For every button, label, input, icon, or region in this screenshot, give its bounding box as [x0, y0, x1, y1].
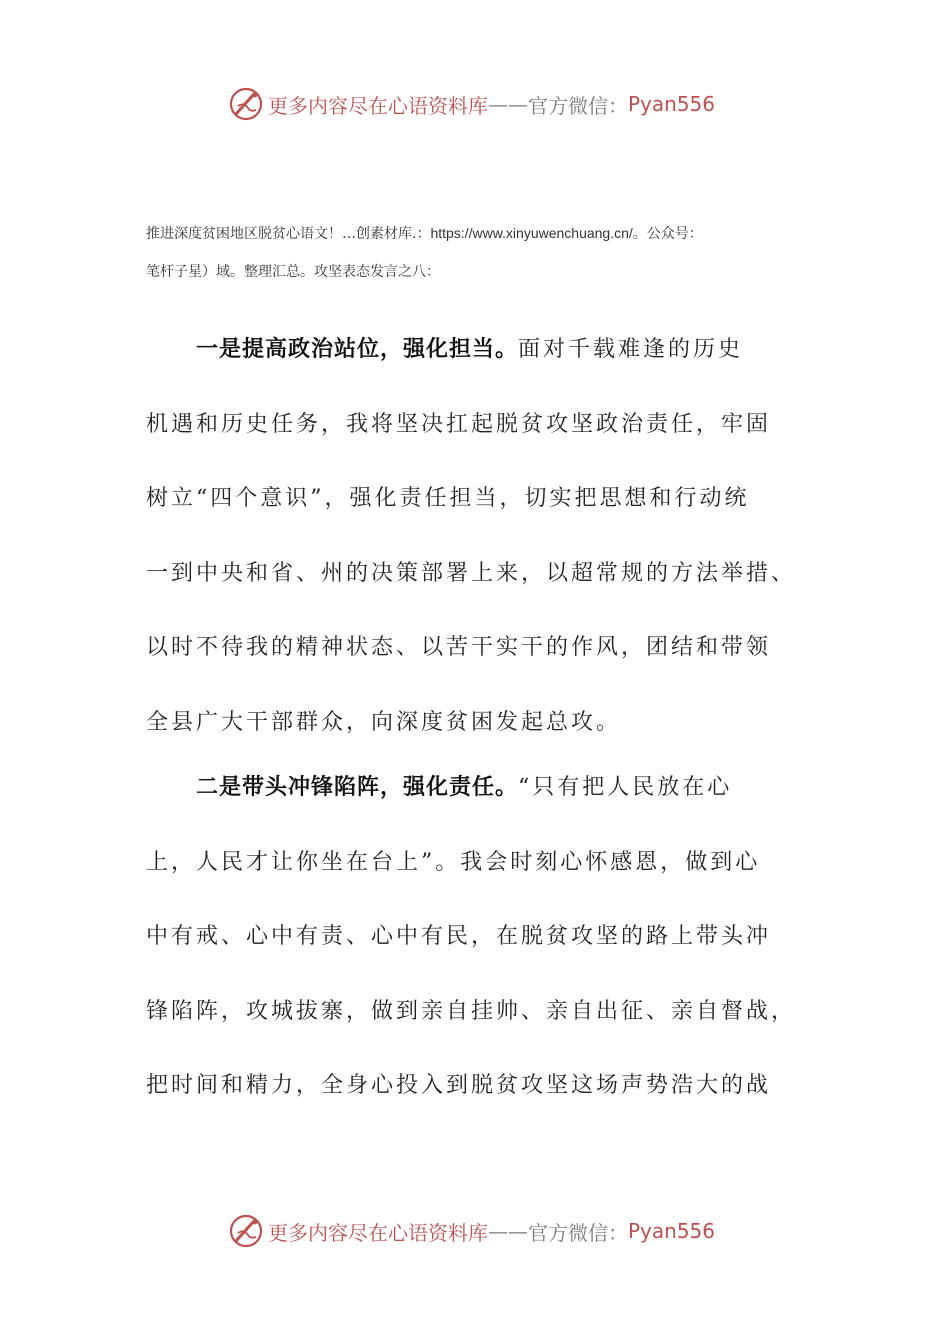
intro-suffix: 。公众号： — [632, 226, 703, 242]
intro-line-2: 笔杆子星）域。整理汇总。攻坚表态发言之八： — [146, 264, 440, 280]
intro-text — [146, 214, 816, 291]
section-1-text-0: 面对千载难逢的历史 — [518, 337, 744, 362]
watermark-wechat-id: Pyan556 — [628, 1219, 716, 1243]
section-2-text-1: 上，人民才让你坐在台上”。我会时刻心怀感恩，做到心 — [146, 849, 761, 875]
footer-watermark — [228, 1211, 715, 1251]
section-2-text-3: 锋陷阵，攻城拔寨，做到亲自挂帅、亲自出征、亲自督战， — [146, 998, 797, 1024]
watermark-wechat-id: Pyan556 — [628, 92, 716, 116]
section-2-paragraph — [146, 751, 806, 1124]
intro-url: https://www.xinyuwenchuang.cn/ — [430, 225, 633, 241]
section-2-heading: 二是带头冲锋陷阵，强化责任。 — [196, 775, 519, 800]
section-1-text-4: 以时不待我的精神状态、以苦干实干的作风，团结和带领 — [146, 635, 772, 661]
section-1-text-3: 一到中央和省、州的决策部署上来，以超常规的方法举措、 — [146, 560, 797, 586]
section-1-text-2: 树立“四个意识”，强化责任担当，切实把思想和行动统 — [146, 486, 750, 512]
section-1-text-1: 机遇和历史任务，我将坚决扛起脱贫攻坚政治责任，牢固 — [146, 411, 772, 437]
pen-logo-icon — [228, 86, 264, 122]
section-2-text-2: 中有戒、心中有责、心中有民，在脱贫攻坚的路上带头冲 — [146, 924, 772, 950]
section-2-text-0: “只有把人民放在心 — [518, 775, 733, 800]
section-1-paragraph — [146, 313, 806, 761]
section-1-text-5: 全县广大干部群众，向深度贫困发起总攻。 — [146, 709, 622, 735]
intro-line-1 — [146, 214, 816, 253]
intro-prefix: 推进深度贫困地区脱贫心语文！…创素材库.： — [146, 226, 431, 242]
watermark-site-text: 更多内容尽在心语资料库 — [268, 1220, 488, 1245]
section-1-heading: 一是提高政治站位，强化担当。 — [196, 337, 519, 362]
watermark-separator: —— — [488, 1219, 528, 1243]
pen-logo-icon — [228, 1213, 264, 1249]
watermark-wechat-label: 官方微信： — [528, 93, 628, 118]
section-2-text-4: 把时间和精力，全身心投入到脱贫攻坚这场声势浩大的战 — [146, 1073, 772, 1099]
section-1-line-1 — [146, 313, 806, 388]
header-watermark — [228, 84, 715, 124]
section-2-line-1 — [146, 751, 806, 826]
watermark-site-text: 更多内容尽在心语资料库 — [268, 93, 488, 118]
watermark-wechat-label: 官方微信： — [528, 1220, 628, 1245]
watermark-separator: —— — [488, 92, 528, 116]
